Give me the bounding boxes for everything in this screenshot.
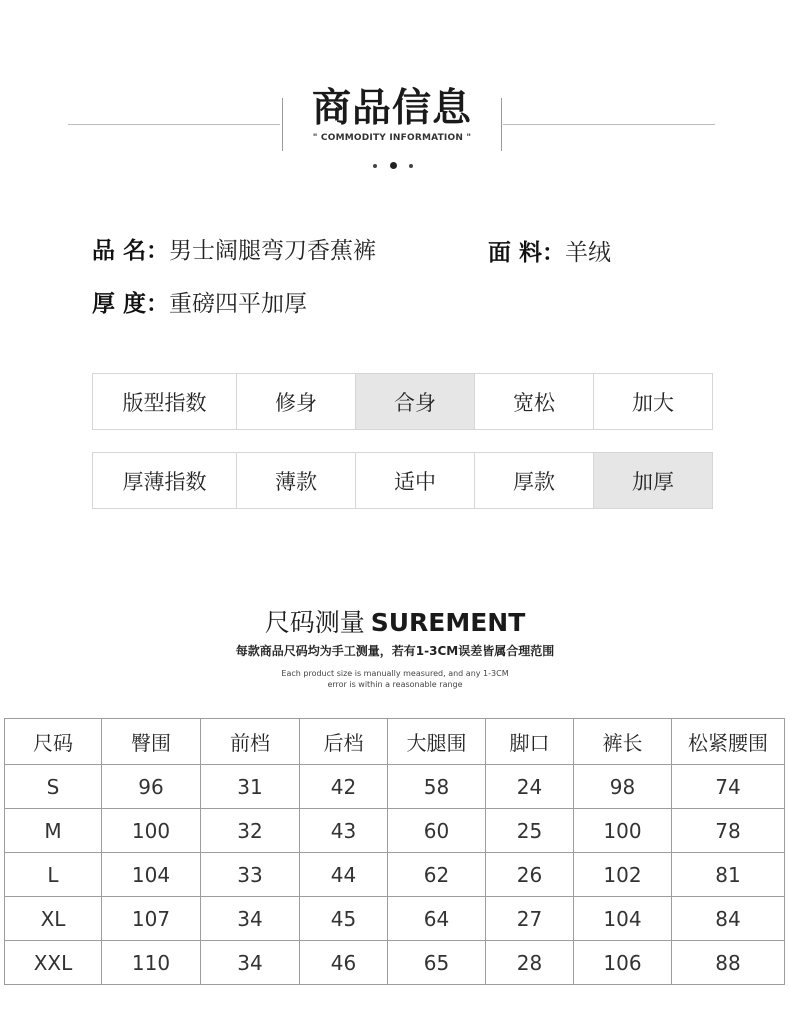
table-cell: S xyxy=(5,765,102,809)
column-header: 松紧腰围 xyxy=(672,719,785,765)
header-divider-left xyxy=(68,124,280,125)
table-cell: 78 xyxy=(672,809,785,853)
dot-icon xyxy=(390,162,397,169)
table-cell: 42 xyxy=(300,765,388,809)
table-cell: 33 xyxy=(201,853,300,897)
thickness-index-label: 厚薄指数 xyxy=(93,453,237,508)
size-note-en-line1: Each product size is manually measured, and any 1-3CM xyxy=(281,669,509,678)
size-note-cn: 每款商品尺码均为手工测量，若有1-3CM误差皆属合理范围 xyxy=(235,644,555,658)
table-cell: 27 xyxy=(486,897,574,941)
table-cell: 34 xyxy=(201,897,300,941)
table-cell: 104 xyxy=(102,853,201,897)
table-cell: 107 xyxy=(102,897,201,941)
thickness-option: 薄款 xyxy=(237,453,356,508)
section-subtitle: " COMMODITY INFORMATION " xyxy=(312,133,472,143)
product-fabric-value: 羊绒 xyxy=(565,240,612,266)
table-cell: 44 xyxy=(300,853,388,897)
table-cell: 106 xyxy=(574,941,672,985)
column-header: 脚口 xyxy=(486,719,574,765)
size-note-en xyxy=(0,668,790,690)
dot-icon xyxy=(373,164,377,168)
product-thickness-label: 厚 度： xyxy=(92,291,170,317)
product-name-row xyxy=(92,236,376,266)
table-cell: 45 xyxy=(300,897,388,941)
table-cell: 58 xyxy=(388,765,486,809)
table-cell: 100 xyxy=(102,809,201,853)
table-cell: 98 xyxy=(574,765,672,809)
table-cell: 60 xyxy=(388,809,486,853)
table-cell: 96 xyxy=(102,765,201,809)
product-name-value: 男士阔腿弯刀香蕉裤 xyxy=(169,238,377,264)
column-header: 后档 xyxy=(300,719,388,765)
size-note-en-line2: error is within a reasonable range xyxy=(327,680,463,689)
table-cell: 32 xyxy=(201,809,300,853)
section-title: 商品信息 xyxy=(311,86,472,131)
fit-option-selected: 合身 xyxy=(356,374,475,429)
table-cell: 84 xyxy=(672,897,785,941)
column-header: 臀围 xyxy=(102,719,201,765)
product-thickness-value: 重磅四平加厚 xyxy=(169,291,308,317)
table-cell: 28 xyxy=(486,941,574,985)
thickness-index-table xyxy=(92,452,713,509)
table-row xyxy=(5,765,785,809)
table-cell: M xyxy=(5,809,102,853)
table-cell: 43 xyxy=(300,809,388,853)
table-cell: 34 xyxy=(201,941,300,985)
product-fabric-row xyxy=(488,238,611,268)
dot-icon xyxy=(409,164,413,168)
column-header: 前档 xyxy=(201,719,300,765)
table-cell: 25 xyxy=(486,809,574,853)
table-cell: 74 xyxy=(672,765,785,809)
size-title-cn: 尺码测量 xyxy=(264,608,365,637)
product-thickness-row xyxy=(92,289,307,319)
table-cell: 62 xyxy=(388,853,486,897)
table-cell: 110 xyxy=(102,941,201,985)
table-cell: XXL xyxy=(5,941,102,985)
table-cell: XL xyxy=(5,897,102,941)
table-cell: 24 xyxy=(486,765,574,809)
table-cell: 81 xyxy=(672,853,785,897)
table-row xyxy=(5,853,785,897)
size-section-title xyxy=(0,606,790,640)
table-cell: 26 xyxy=(486,853,574,897)
size-table xyxy=(4,718,785,985)
thickness-option-selected: 加厚 xyxy=(594,453,712,508)
thickness-option: 适中 xyxy=(356,453,475,508)
table-row xyxy=(5,897,785,941)
table-cell: 102 xyxy=(574,853,672,897)
table-cell: 46 xyxy=(300,941,388,985)
fit-option: 修身 xyxy=(237,374,356,429)
fit-index-table xyxy=(92,373,713,430)
table-cell: 64 xyxy=(388,897,486,941)
thickness-option: 厚款 xyxy=(475,453,594,508)
size-table-header xyxy=(5,719,785,765)
table-cell: 65 xyxy=(388,941,486,985)
column-header: 尺码 xyxy=(5,719,102,765)
fit-option: 宽松 xyxy=(475,374,594,429)
column-header: 裤长 xyxy=(574,719,672,765)
decorative-dots xyxy=(368,161,418,171)
table-row xyxy=(5,809,785,853)
table-cell: 88 xyxy=(672,941,785,985)
fit-option: 加大 xyxy=(632,390,674,415)
product-fabric-label: 面 料： xyxy=(488,240,566,266)
table-row xyxy=(5,941,785,985)
table-cell: 104 xyxy=(574,897,672,941)
column-header: 大腿围 xyxy=(388,719,486,765)
size-title-en: SUREMENT xyxy=(370,608,526,637)
fit-index-label: 版型指数 xyxy=(93,374,237,429)
header-divider-right xyxy=(503,124,715,125)
table-cell: 31 xyxy=(201,765,300,809)
table-cell: L xyxy=(5,853,102,897)
table-cell: 100 xyxy=(574,809,672,853)
product-name-label: 品 名： xyxy=(92,238,170,264)
